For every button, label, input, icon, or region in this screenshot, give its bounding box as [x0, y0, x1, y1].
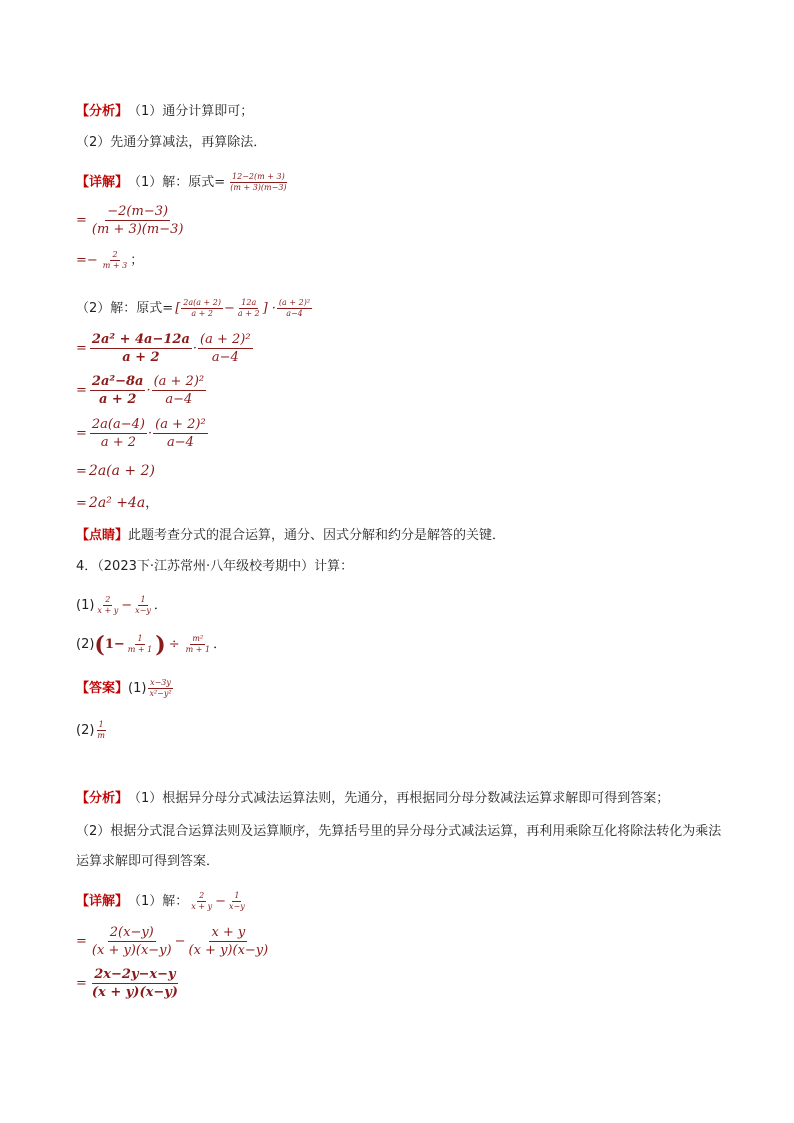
numerator: 2 — [112, 250, 118, 259]
fraction — [198, 331, 253, 366]
denominator: a + 2 — [191, 309, 213, 318]
fraction — [126, 634, 154, 655]
expression: 2a² +4a — [88, 495, 146, 511]
numerator: 2 — [199, 891, 205, 900]
fraction — [133, 595, 153, 616]
fraction — [189, 891, 214, 912]
analysis-text: （2）先通分算减法，再算除法． — [76, 135, 267, 150]
denominator: a + 2 — [100, 435, 137, 450]
fraction — [90, 331, 192, 366]
denominator: a−4 — [165, 392, 193, 407]
numerator: m² — [192, 634, 204, 643]
denominator: m + 1 — [185, 645, 211, 654]
q4-detail-step-2: = $\frac{2x-2y-x-y}{(x + y)(x-y)}$ — [76, 967, 178, 1000]
denominator: a−4 — [286, 309, 303, 318]
numerator: 12a — [241, 298, 257, 307]
fraction — [95, 720, 107, 741]
numerator: (a + 2)² — [200, 332, 251, 347]
q4-title — [76, 558, 353, 576]
denominator: x + y — [191, 902, 213, 911]
comment-tag: 【点睛】 — [76, 528, 129, 543]
punctuation: ． — [213, 636, 227, 652]
denominator: x−y — [135, 606, 151, 615]
analysis-text: （1）根据异分母分式减法运算法则，先通分，再根据同分母分数减法运算求解即可得到答案； — [128, 791, 670, 806]
denominator: (m + 3)(m−3) — [91, 222, 184, 237]
q3-p2-step-3: = $\frac{2a(a-4)}{a + 2}$ · $\frac{\text{(a + 2)²}}{a-4}$ — [76, 417, 206, 450]
item-label: (1) — [128, 680, 147, 696]
numerator: 2(x−y) — [109, 925, 154, 940]
denominator: a−4 — [211, 350, 239, 365]
q3-detail-line-2: （2）解：原式 = [ $\frac{2a(a + 2)}{a + 2}$ − $\frac{12a}{a + 2}$ ] · $\frac{\text{(a + 2)²}}{a-4}$ — [76, 298, 311, 318]
punctuation: ， — [145, 495, 159, 511]
denominator: a−4 — [166, 435, 194, 450]
q3-p2-step-5: = 2a² +4a ， — [76, 495, 159, 511]
numerator: 2a(a−4) — [91, 417, 145, 432]
numerator: 1 — [234, 891, 240, 900]
numerator: 1 — [137, 634, 143, 643]
denominator: a + 2 — [237, 309, 260, 318]
numerator: 2 — [105, 595, 111, 604]
item-label: (2) — [76, 636, 95, 652]
numerator: 2a(a + 2) — [183, 298, 222, 307]
detail-prefix: （2）解：原式 — [76, 300, 163, 316]
q4-detail-step-1: = $\frac{2(x-y)}{(x + y)(x-y)}$ − $\frac{x + y}{(x + y)(x-y)}$ — [76, 925, 269, 958]
q4-detail-line-1: 【详解】 （1）解： $\frac{2}{x + y}$ − $\frac{1}{x-y}$ — [76, 891, 245, 911]
q4-item-1: (1) $\frac{2}{x + y}$ − $\frac{1}{x-y}$ ． — [76, 595, 167, 615]
numerator: 2a² + 4a−12a — [91, 332, 190, 347]
detail-prefix: （1）解： — [128, 893, 189, 909]
q3-p1-step-1: = $\frac{-2(m-3)}{(m + 3)(m-3)}$ — [76, 204, 184, 237]
denominator: x−y — [229, 902, 245, 911]
denominator: (x + y)(x−y) — [91, 943, 172, 958]
q3-detail-line-1: 【详解】 （1）解：原式 = $\frac{12-2(m + 3)}{(m + 3)(m-3)}$ — [76, 172, 287, 192]
fraction — [90, 924, 174, 959]
numerator: 1 — [140, 595, 146, 604]
q3-p1-step-2: =− $\frac{2}{m + 3}$ ； — [76, 250, 144, 270]
detail-prefix: （1）解：原式 — [128, 174, 215, 190]
q4-item-2: (2) ( 1− $\frac{1}{m + 1}$ ) ÷ $\frac{\text{m²}}{m + 1}$ ． — [76, 631, 227, 658]
item-label: (1) — [76, 597, 95, 613]
fraction — [152, 373, 207, 408]
q4-answer-line-1 — [76, 678, 175, 699]
fraction — [187, 924, 271, 959]
q3-p2-step-4: = 2a(a + 2) — [76, 463, 155, 479]
analysis-text: （2）根据分式混合运算法则及运算顺序，先算括号里的异分母分式减法运算，再利用乘除互化将除法转化为乘法运算求解即可得到答案． — [76, 824, 722, 869]
fraction — [153, 416, 208, 451]
item-label: (2) — [76, 722, 95, 738]
q3-analysis-line-2 — [76, 134, 266, 152]
fraction — [228, 172, 288, 193]
fraction — [227, 891, 247, 912]
fraction — [101, 250, 129, 271]
denominator: m + 1 — [127, 645, 153, 654]
numerator: x−3y — [150, 678, 171, 687]
comment-text: 此题考查分式的混合运算，通分、因式分解和约分是解答的关键． — [128, 528, 506, 543]
q4-answer-line-2 — [76, 720, 108, 741]
punctuation: ． — [153, 597, 167, 613]
fraction — [277, 298, 312, 319]
fraction — [90, 966, 180, 1001]
fraction — [236, 298, 262, 319]
fraction — [181, 298, 223, 319]
denominator: a + 2 — [122, 350, 160, 365]
punctuation: ； — [130, 252, 144, 268]
numerator: 2a²−8a — [91, 374, 144, 389]
detail-tag: 【详解】 — [76, 893, 129, 909]
denominator: m + 3 — [102, 261, 128, 270]
denominator: x²−y² — [149, 689, 172, 698]
numerator: 2x−2y−x−y — [94, 967, 176, 982]
numerator: (a + 2)² — [153, 374, 205, 389]
numerator: 12−2(m + 3) — [232, 172, 285, 181]
numerator: (a + 2)² — [278, 298, 311, 307]
q3-comment-line — [76, 527, 505, 545]
denominator: a + 2 — [98, 392, 137, 407]
denominator: m — [97, 731, 106, 740]
q3-p2-step-1: = $\frac{\text{2a² + 4a−12a}}{a + 2}$ · $\frac{\text{(a + 2)²}}{a-4}$ — [76, 332, 251, 365]
q4-analysis-line-1 — [76, 790, 669, 808]
denominator: (x + y)(x−y) — [188, 943, 269, 958]
fraction — [95, 595, 120, 616]
numerator: (a + 2)² — [155, 417, 206, 432]
fraction — [184, 634, 212, 655]
numerator: 1 — [98, 720, 104, 729]
q3-analysis-line-1 — [76, 103, 253, 121]
denominator: x + y — [97, 606, 119, 615]
q4-analysis-line-2 — [76, 817, 726, 877]
question-title: 4．（2023下·江苏常州·八年级校考期中）计算： — [76, 559, 354, 574]
answer-tag: 【答案】 — [76, 680, 129, 696]
denominator: (m + 3)(m−3) — [230, 183, 287, 192]
fraction — [90, 416, 147, 451]
detail-tag: 【详解】 — [76, 174, 129, 190]
fraction — [147, 678, 173, 699]
analysis-tag: 【分析】 — [76, 104, 129, 119]
fraction — [90, 373, 146, 408]
denominator: (x + y)(x−y) — [91, 985, 178, 1000]
q3-p2-step-2: = $\frac{\text{2a²−8a}}{a + 2}$ · $\frac{\text{(a + 2)²}}{a-4}$ — [76, 374, 205, 407]
numerator: −2(m−3) — [107, 204, 169, 219]
fraction — [90, 203, 186, 238]
numerator: x + y — [211, 925, 246, 940]
analysis-text: （1）通分计算即可； — [128, 104, 254, 119]
analysis-tag: 【分析】 — [76, 791, 129, 806]
expression: 2a(a + 2) — [88, 463, 155, 479]
